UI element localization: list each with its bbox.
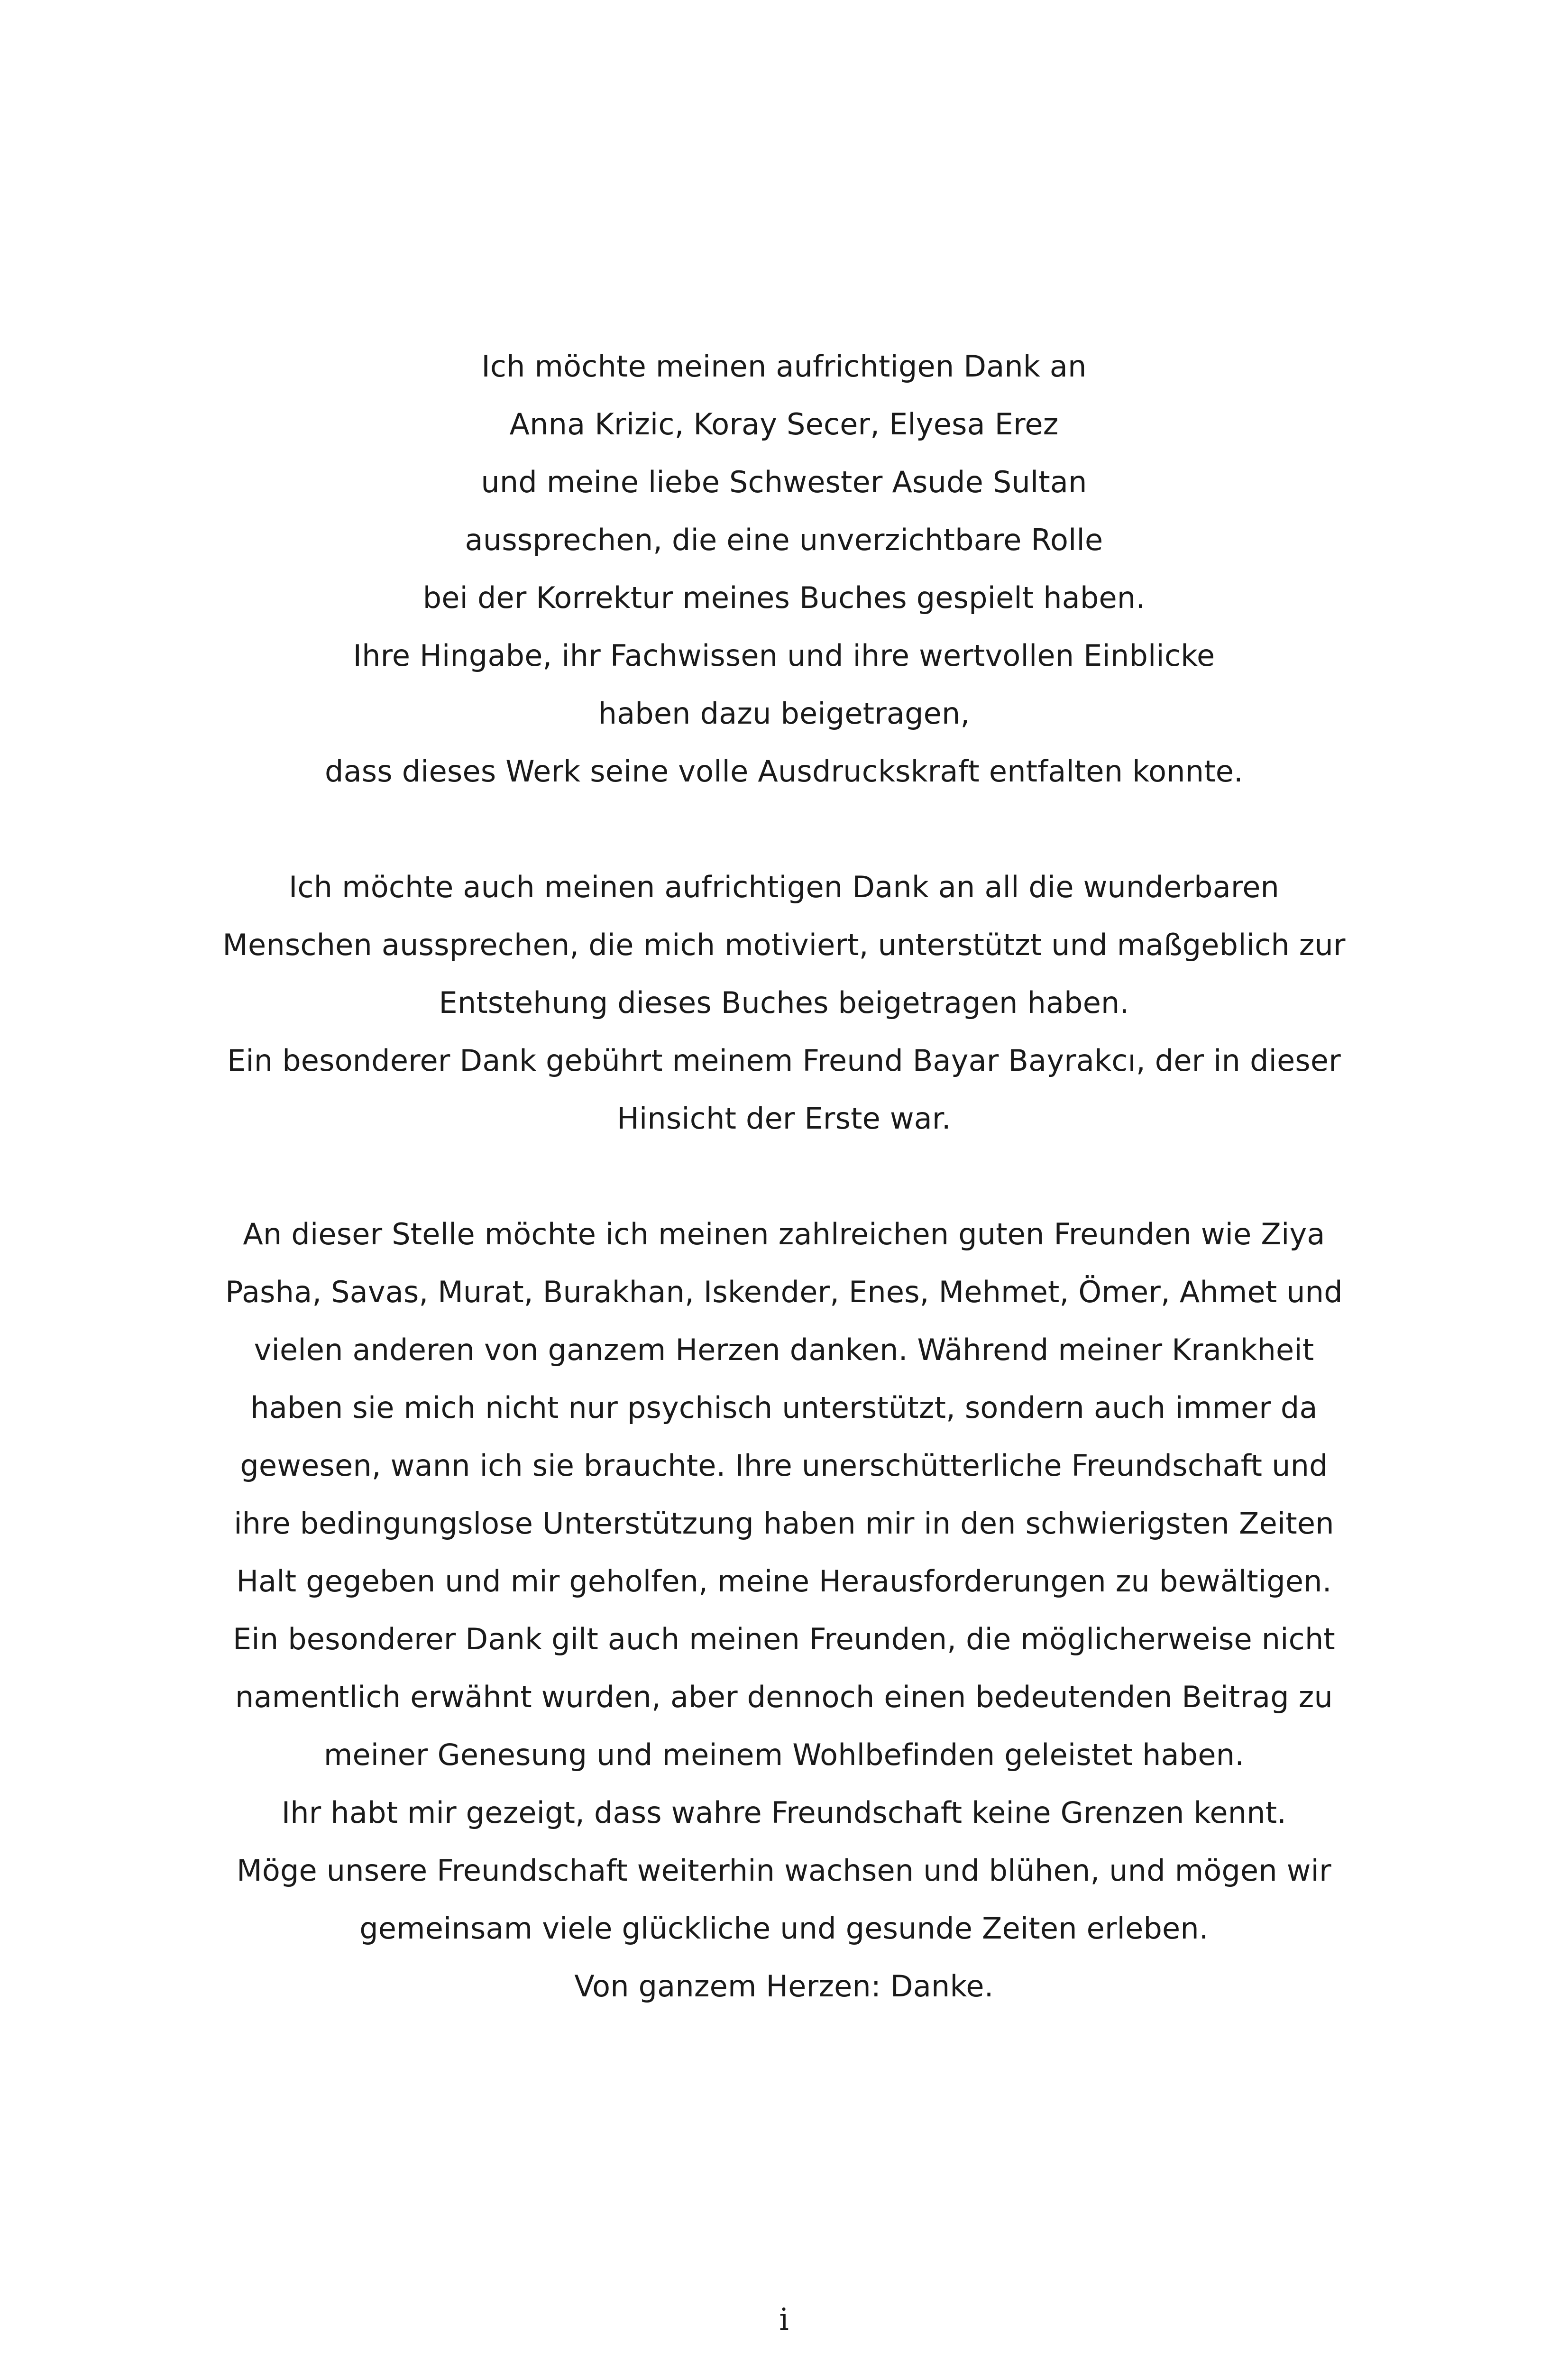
text-line: Ein besonderer Dank gilt auch meinen Freunden, die möglicherweise nicht bbox=[233, 1622, 1335, 1656]
paragraph-friends bbox=[142, 1205, 1426, 2015]
text-line: Anna Krizic, Koray Secer, Elyesa Erez bbox=[509, 407, 1059, 441]
text-line: haben dazu beigetragen, bbox=[598, 696, 970, 731]
text-line: haben sie mich nicht nur psychisch unterstützt, sondern auch immer da bbox=[250, 1390, 1318, 1425]
text-line: bei der Korrektur meines Buches gespielt haben. bbox=[422, 580, 1146, 615]
text-line: Von ganzem Herzen: Danke. bbox=[574, 1969, 994, 2003]
text-line: Ich möchte auch meinen aufrichtigen Dank an all die wunderbaren bbox=[288, 870, 1280, 904]
text-line: und meine liebe Schwester Asude Sultan bbox=[481, 465, 1087, 499]
text-line: vielen anderen von ganzem Herzen danken. Während meiner Krankheit bbox=[254, 1333, 1314, 1367]
text-line: An dieser Stelle möchte ich meinen zahlreichen guten Freunden wie Ziya bbox=[243, 1217, 1325, 1251]
text-line: namentlich erwähnt wurden, aber dennoch einen bedeutenden Beitrag zu bbox=[235, 1680, 1333, 1714]
text-line: meiner Genesung und meinem Wohlbefinden geleistet haben. bbox=[323, 1737, 1245, 1772]
text-line: aussprechen, die eine unverzichtbare Rolle bbox=[465, 523, 1103, 557]
text-line: gemeinsam viele glückliche und gesunde Zeiten erleben. bbox=[359, 1911, 1209, 1946]
paragraph-supporters bbox=[142, 858, 1426, 1148]
text-line: dass dieses Werk seine volle Ausdruckskraft entfalten konnte. bbox=[325, 754, 1243, 789]
text-line: Halt gegeben und mir geholfen, meine Herausforderungen zu bewältigen. bbox=[236, 1564, 1332, 1599]
text-line: Möge unsere Freundschaft weiterhin wachsen und blühen, und mögen wir bbox=[237, 1853, 1331, 1888]
text-line: Pasha, Savas, Murat, Burakhan, Iskender, Enes, Mehmet, Ömer, Ahmet und bbox=[225, 1275, 1343, 1309]
text-line: Ein besonderer Dank gebührt meinem Freund Bayar Bayrakcı, der in dieser bbox=[227, 1043, 1341, 1078]
acknowledgements-text bbox=[142, 338, 1426, 2015]
text-line: ihre bedingungslose Unterstützung haben mir in den schwierigsten Zeiten bbox=[234, 1506, 1334, 1541]
text-line: Entstehung dieses Buches beigetragen haben. bbox=[439, 985, 1129, 1020]
text-line: Hinsicht der Erste war. bbox=[617, 1101, 951, 1136]
text-line: Ihre Hingabe, ihr Fachwissen und ihre wertvollen Einblicke bbox=[353, 638, 1215, 673]
text-line: Menschen aussprechen, die mich motiviert, unterstützt und maßgeblich zur bbox=[222, 928, 1346, 962]
text-line: gewesen, wann ich sie brauchte. Ihre unerschütterliche Freundschaft und bbox=[240, 1448, 1328, 1483]
paragraph-proofreaders bbox=[142, 338, 1426, 800]
page-number: i bbox=[779, 2302, 789, 2337]
text-line: Ihr habt mir gezeigt, dass wahre Freundschaft keine Grenzen kennt. bbox=[281, 1795, 1287, 1830]
text-line: Ich möchte meinen aufrichtigen Dank an bbox=[481, 349, 1087, 384]
